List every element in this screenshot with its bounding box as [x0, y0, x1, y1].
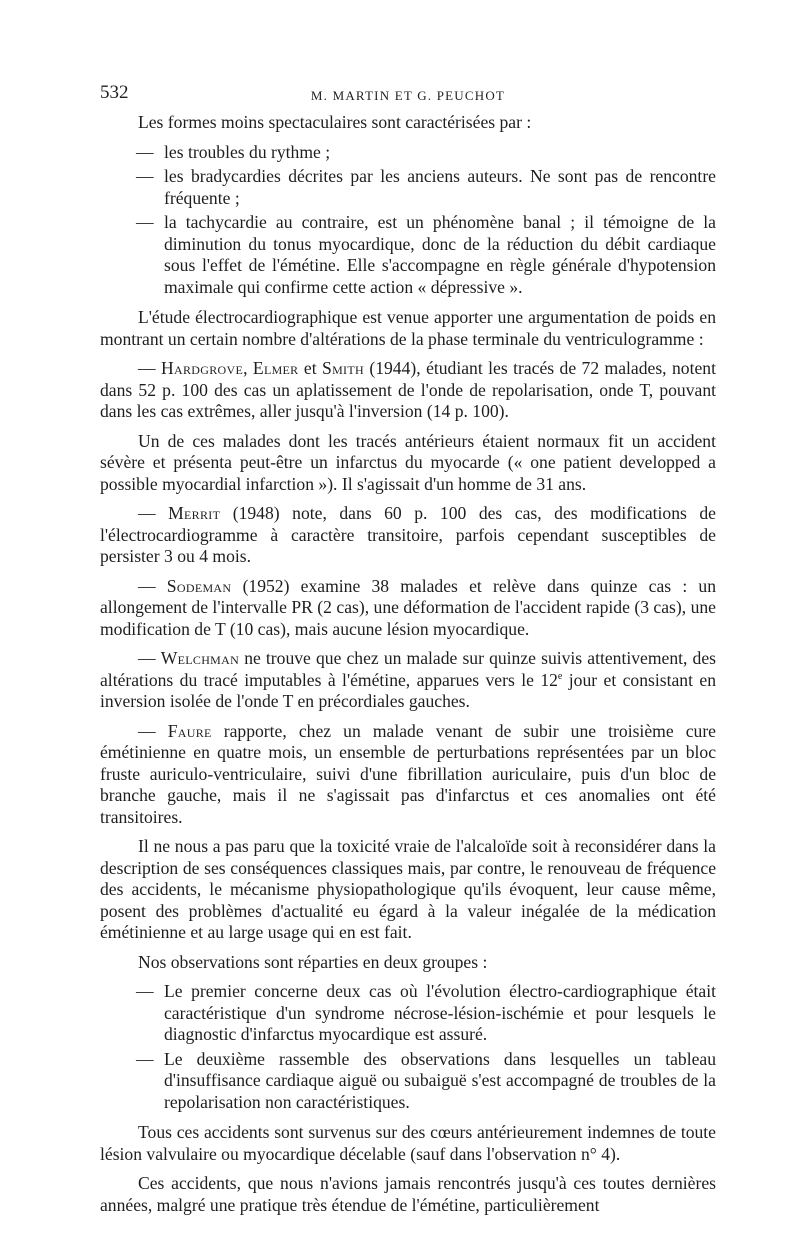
accidents-paragraph: Tous ces accidents sont survenus sur des cœurs antérieurement indemnes de toute lésion valvulaire ou myocardique décelable (sauf dans l'observation n° 4).: [100, 1122, 716, 1164]
list-item: [100, 166, 716, 209]
dash-marker: —: [136, 166, 154, 186]
author-name: Smith: [322, 358, 364, 378]
paragraph-text: (1952) examine 38 malades et relève dans quinze cas : un allongement de l'intervalle PR (2 cas), une déformation de l'accident rapide (3 cas), une modification de T (10 cas), mais aucune lésion myocardique.: [100, 575, 716, 639]
dash-marker: —: [138, 720, 156, 741]
sodeman-paragraph: [100, 576, 716, 641]
paragraph-text: (1948) note, dans 60 p. 100 des cas, des modifications de l'électrocardiogramme à caractère transitoire, parfois cependant susceptibles de persister 3 ou 4 mois.: [100, 503, 716, 566]
running-head: M. MARTIN ET G. PEUCHOT: [310, 88, 506, 103]
dash-marker: —: [136, 141, 154, 162]
list-item: [100, 1049, 716, 1114]
list-item: [100, 212, 716, 298]
groups-list: [100, 981, 716, 1113]
paragraph-text: jour et consistant en inversion isolée de l'onde T en précordiales gauches.: [100, 669, 716, 711]
list-item-text: les bradycardies décrites par les anciens auteurs. Ne sont pas de rencontre fréquente ;: [164, 166, 716, 208]
list-item: [100, 142, 716, 164]
forms-intro: Les formes moins spectaculaires sont caractérisées par :: [138, 112, 532, 132]
list-item: [100, 981, 716, 1046]
author-name: Hardgrove: [161, 358, 244, 378]
page-body: [100, 82, 716, 1224]
faure-paragraph: [100, 721, 716, 829]
separator: et: [303, 358, 317, 378]
author-name: Merrit: [168, 503, 221, 523]
list-item-text: les troubles du rythme ;: [164, 141, 331, 162]
separator: ,: [243, 358, 248, 378]
author-name: Welchman: [160, 648, 240, 668]
merrit-paragraph: [100, 503, 716, 568]
dash-marker: —: [138, 503, 156, 523]
author-name: Sodeman: [166, 575, 232, 596]
author-name: Faure: [167, 720, 212, 741]
dash-marker: —: [136, 212, 154, 232]
welchman-paragraph: [100, 648, 716, 713]
forms-list: [100, 142, 716, 299]
toxicity-paragraph: Il ne nous a pas paru que la toxicité vraie de l'alcaloïde soit à reconsidérer dans la description de ses conséquences classiques mais, par contre, le renouveau de fréquence des accidents, le mécanisme physiopathologique qu'ils évoquent, leur cause même, posent des problèmes d'actualité eu égard à la valeur inégalée de la médication émétinienne et au large usage qui en est fait.: [100, 836, 716, 942]
list-item-text: la tachycardie au contraire, est un phénomène banal ; il témoigne de la diminution du tonus myocardique, donc de la réduction du débit cardiaque sous l'effet de l'émétine. Elle s'accompagne en règle générale d'hypotension maximale qui confirme cette action « dépressive ».: [164, 212, 716, 297]
superscript: e: [557, 670, 563, 682]
list-item-text: Le premier concerne deux cas où l'évolution électro-cardiographique était caractéristique d'un syndrome nécrose-lésion-ischémie et pour lesquels le diagnostic d'infarctus myocardique est assuré.: [164, 981, 716, 1044]
page-header: [100, 82, 716, 112]
paragraph-text: rapporte, chez un malade venant de subir une troisième cure émétinienne en quatre mois, un ensemble de perturbations représentées par un bloc fruste auriculo-ventriculaire, suivi d'une fibrillation auriculaire, puis d'un bloc de branche gauche, mais il ne s'agissait pas d'infarctus et ces anomalies ont été transitoires.: [100, 720, 716, 827]
final-paragraph: Ces accidents, que nous n'avions jamais rencontrés jusqu'à ces toutes dernières années, malgré une pratique très étendue de l'émétine, particulièrement: [100, 1173, 716, 1215]
paragraph-text: ne trouve que chez un malade sur quinze suivis attentivement, des altérations du tracé imputables à l'émétine, apparues vers le 12: [100, 648, 716, 690]
ecg-intro-paragraph: L'étude électrocardiographique est venue apporter une argumentation de poids en montrant un certain nombre d'altérations de la phase terminale du ventriculogramme :: [100, 307, 716, 349]
dash-marker: —: [136, 981, 154, 1001]
dash-marker: —: [138, 648, 156, 668]
author-name: Elmer: [252, 358, 299, 378]
groups-intro: Nos observations sont réparties en deux groupes :: [138, 951, 488, 972]
dash-marker: —: [138, 575, 156, 596]
paragraph-text: (1944), étudiant les tracés de 72 malades, notent dans 52 p. 100 des cas un aplatissement de l'onde de repolarisation, onde T, pouvant dans les cas extrêmes, aller jusqu'à l'inversion (14 p. 100).: [100, 358, 716, 421]
hardgrove-case-paragraph: Un de ces malades dont les tracés antérieurs étaient normaux fit un accident sévère et présenta peut-être un infarctus du myocarde (« one patient developped a possible myocardial infarction »). Il s'agissait d'un homme de 31 ans.: [100, 430, 716, 494]
page-number: 532: [100, 82, 129, 103]
dash-marker: —: [136, 1048, 154, 1069]
list-item-text: Le deuxième rassemble des observations dans lesquelles un tableau d'insuffisance cardiaque aiguë ou subaiguë s'est accompagné de troubles de la repolarisation non caractéristiques.: [164, 1048, 716, 1112]
dash-marker: —: [138, 358, 156, 378]
hardgrove-paragraph: [100, 358, 716, 423]
